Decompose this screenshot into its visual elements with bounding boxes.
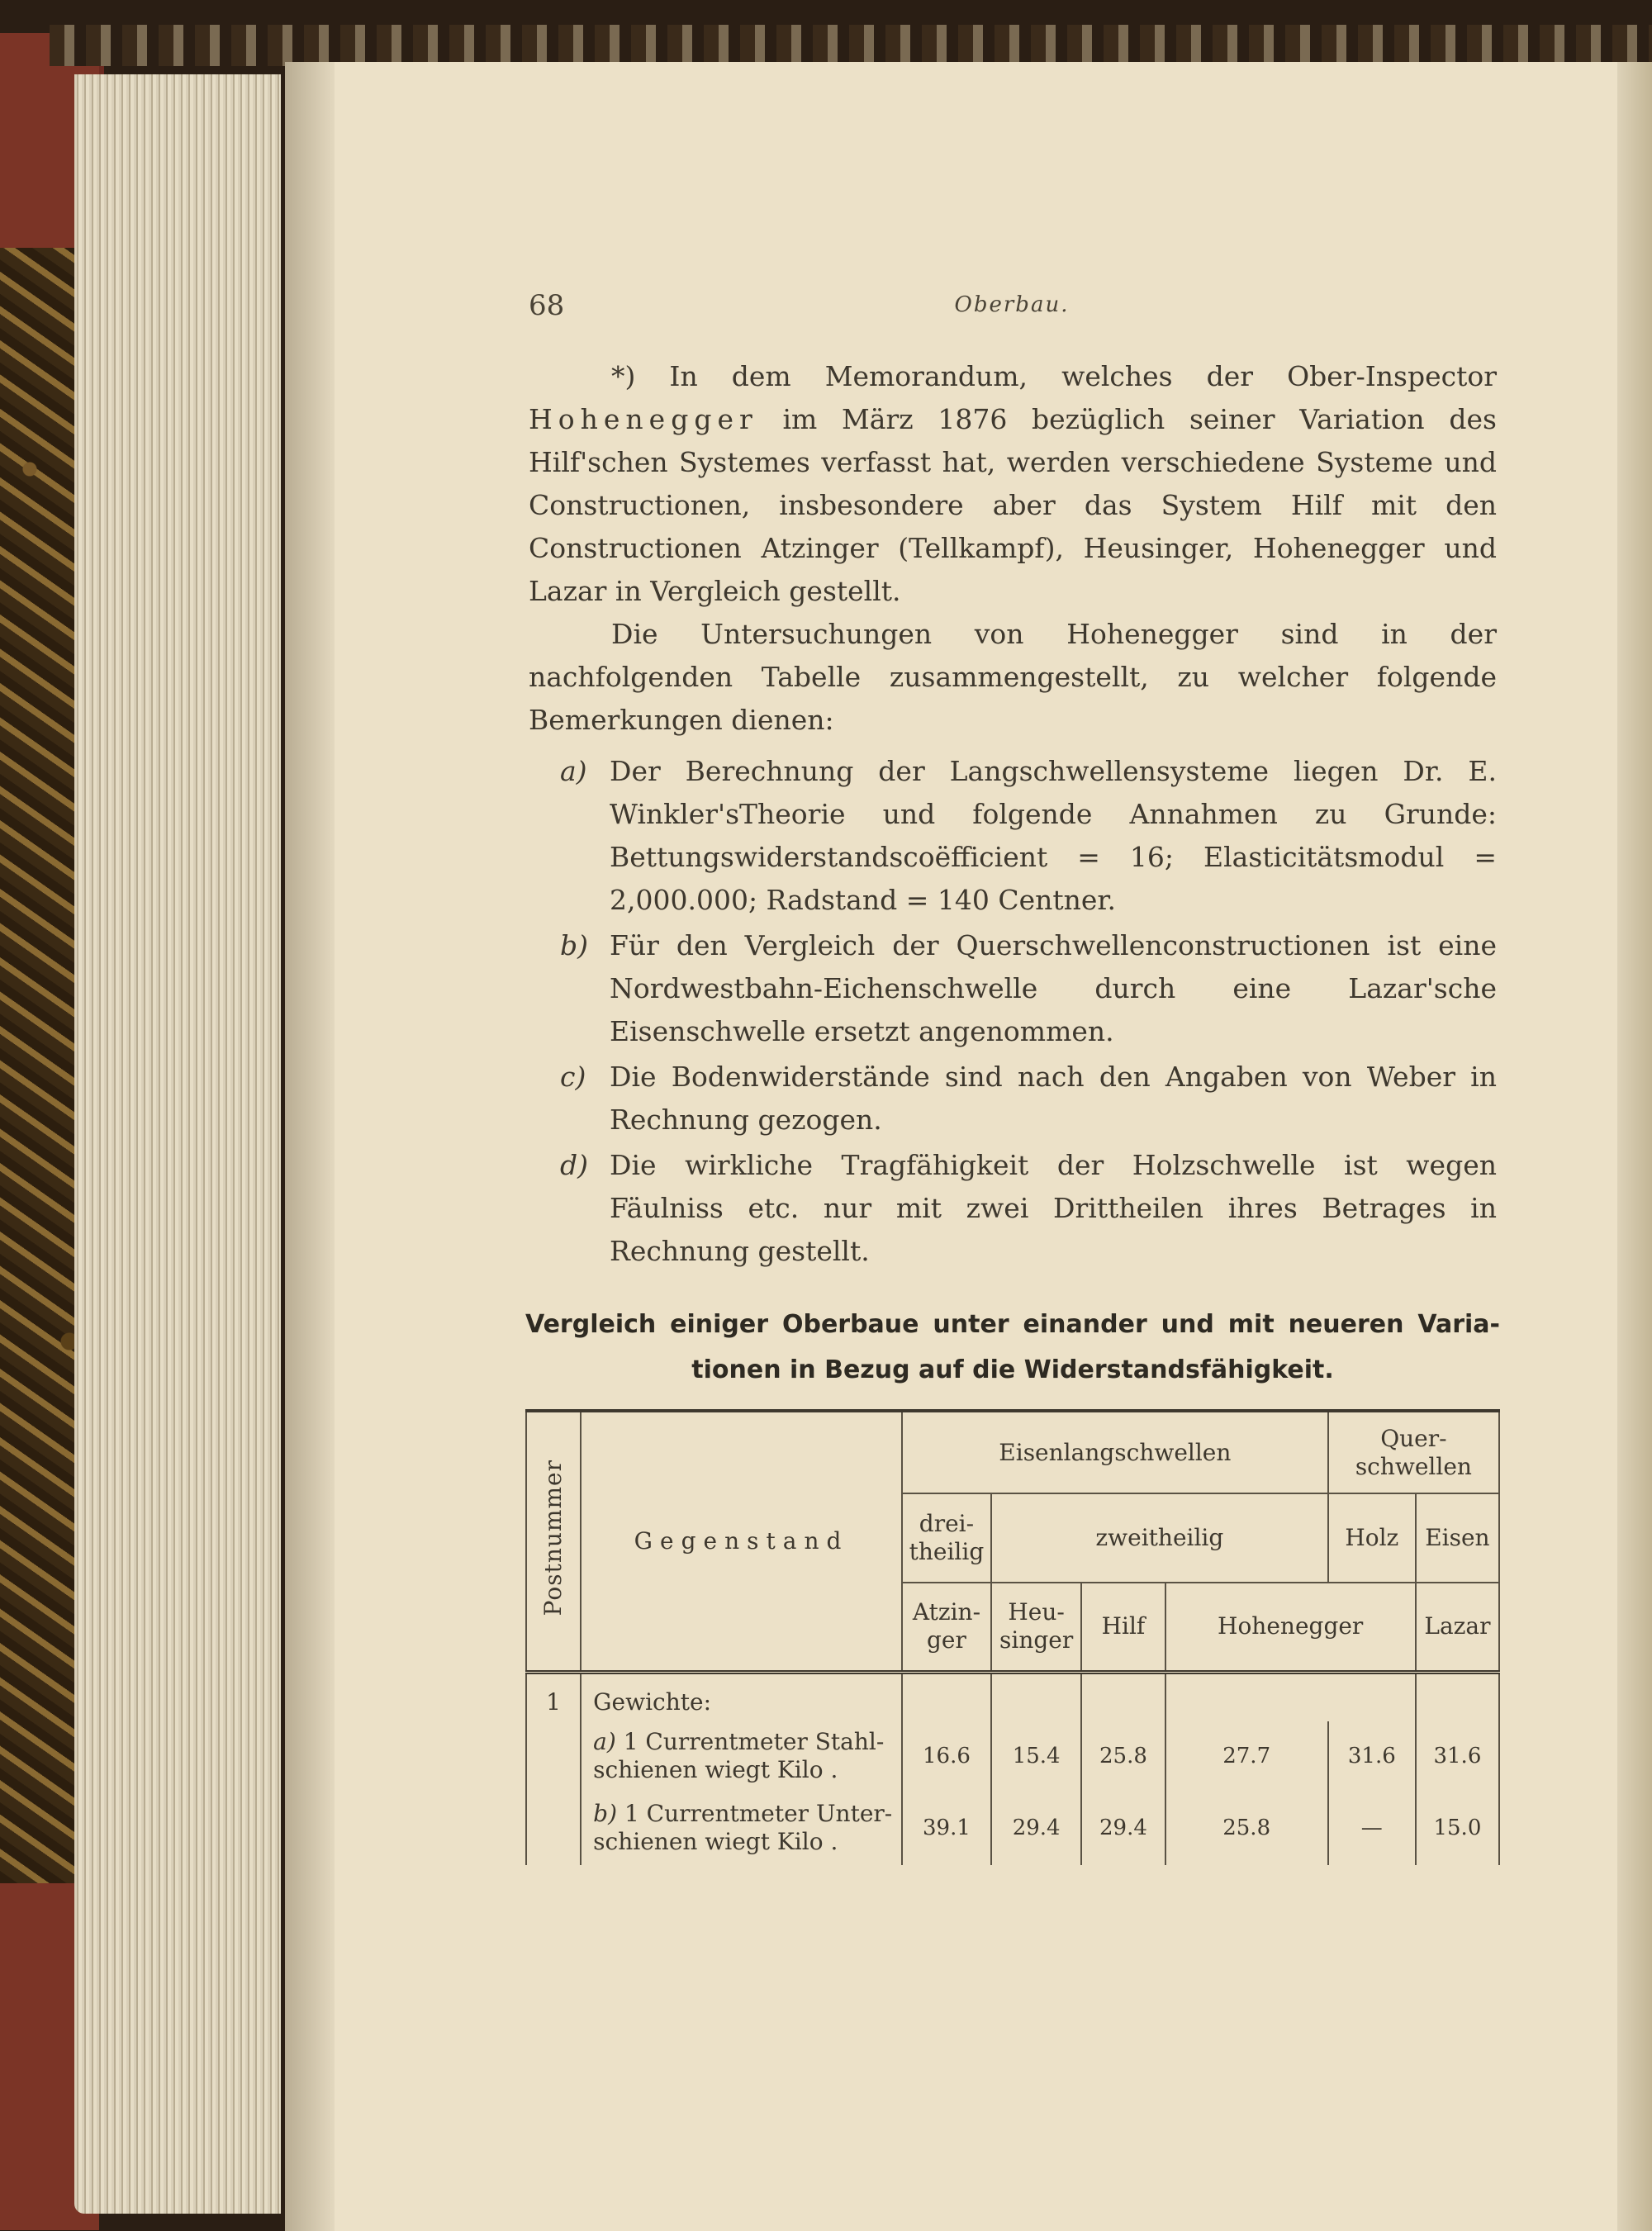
- value-cell: 31.6: [1328, 1721, 1416, 1791]
- footnote-text-continued: im März 1876 bezüglich seiner Variation des Hilf'schen Systemes verfasst hat, werden verschiedene Systeme und Constructionen, insbesondere aber das System Hilf mit den Constructionen Atzinger (Tellkampf), Heusinger, Hohenegger und Lazar in Vergleich gestellt.: [529, 403, 1497, 607]
- book-spine-edge: [50, 25, 1652, 66]
- note-text: Die Bodenwiderstände sind nach den Angaben von Weber in Rechnung gezogen.: [610, 1061, 1497, 1136]
- note-label: a): [560, 755, 587, 787]
- value-cell: 29.4: [991, 1791, 1081, 1865]
- table-caption: [525, 1302, 1500, 1393]
- row-label: a) 1 Currentmeter Stahl-schienen wiegt Kilo .: [581, 1721, 902, 1791]
- eisen-header: Eisen: [1416, 1493, 1499, 1583]
- note-a: [529, 750, 1497, 922]
- value-cell: 29.4: [1081, 1791, 1165, 1865]
- facing-page-edge: [1617, 62, 1652, 2231]
- value-cell: 15.0: [1416, 1791, 1499, 1865]
- note-text: Die wirkliche Tragfähigkeit der Holzschwelle ist wegen Fäulniss etc. nur mit zwei Drittheilen ihres Betrages in Rechnung gestellt.: [610, 1149, 1497, 1267]
- footnote-name: Hohenegger: [529, 403, 758, 435]
- page-gutter: [285, 62, 335, 2231]
- running-title: Oberbau.: [954, 292, 1070, 317]
- hohenegger-header: Hohenegger: [1165, 1583, 1416, 1672]
- value-cell: 39.1: [902, 1791, 991, 1865]
- value-cell: 27.7: [1165, 1721, 1328, 1791]
- note-text: Der Berechnung der Langschwellensysteme liegen Dr. E. Winkler'sTheorie und folgende Annahmen zu Grunde: Bettungswiderstandscoëfficient = 16; Elasticitätsmodul = 2,000.000; Radstand = 140 Centner.: [610, 755, 1497, 916]
- intro-text: Die Untersuchungen von Hohenegger sind in der nachfolgenden Tabelle zusammengestellt, zu welcher folgende Bemerkungen dienen:: [529, 618, 1497, 736]
- footnote: [529, 355, 1497, 613]
- zweitheilig-header: zweitheilig: [991, 1493, 1328, 1583]
- post-number-cell: 1: [526, 1672, 581, 1721]
- notes-list: [529, 750, 1497, 1275]
- eisenlangschwellen-header: Eisenlangschwellen: [902, 1411, 1328, 1493]
- note-d: [529, 1144, 1497, 1273]
- table-row: [526, 1791, 1499, 1865]
- hilf-header: Hilf: [1081, 1583, 1165, 1672]
- note-label: b): [560, 929, 588, 961]
- atzinger-header: Atzin-ger: [902, 1583, 991, 1672]
- value-cell: 25.8: [1165, 1791, 1328, 1865]
- dreitheilig-header: drei-theilig: [902, 1493, 991, 1583]
- comparison-table: [525, 1409, 1500, 1865]
- caption-line-1: Vergleich einiger Oberbaue unter einander und mit neueren Varia-: [525, 1310, 1500, 1339]
- gegenstand-header: Gegenstand: [581, 1411, 902, 1672]
- note-label: d): [560, 1149, 588, 1181]
- page-edges: [74, 74, 281, 2214]
- lazar-header: Lazar: [1416, 1583, 1499, 1672]
- value-cell: 16.6: [902, 1721, 991, 1791]
- postnummer-header: Postnummer: [526, 1411, 581, 1672]
- holz-header: Holz: [1328, 1493, 1416, 1583]
- table-row: [526, 1721, 1499, 1791]
- intro-paragraph: [529, 613, 1497, 742]
- caption-line-2: tionen in Bezug auf die Widerstandsfähigkeit.: [691, 1355, 1334, 1384]
- note-b: [529, 924, 1497, 1053]
- note-c: [529, 1056, 1497, 1142]
- heusinger-header: Heu-singer: [991, 1583, 1081, 1672]
- value-cell: 31.6: [1416, 1721, 1499, 1791]
- note-text: Für den Vergleich der Querschwellenconstructionen ist eine Nordwestbahn-Eichenschwelle durch eine Lazar'sche Eisenschwelle ersetzt angenommen.: [610, 929, 1497, 1047]
- group-label: Gewichte:: [581, 1672, 902, 1721]
- value-cell: 25.8: [1081, 1721, 1165, 1791]
- row-label: b) 1 Currentmeter Unter-schienen wiegt Kilo .: [581, 1791, 902, 1865]
- value-cell: —: [1328, 1791, 1416, 1865]
- running-header: [529, 289, 1495, 322]
- page-number: 68: [529, 289, 565, 322]
- value-cell: 15.4: [991, 1721, 1081, 1791]
- querschwellen-header: Quer-schwellen: [1328, 1411, 1499, 1493]
- note-label: c): [560, 1061, 586, 1093]
- footnote-text: In dem Memorandum, welches der Ober-Inspector: [669, 360, 1497, 392]
- footnote-mark: *): [611, 360, 636, 392]
